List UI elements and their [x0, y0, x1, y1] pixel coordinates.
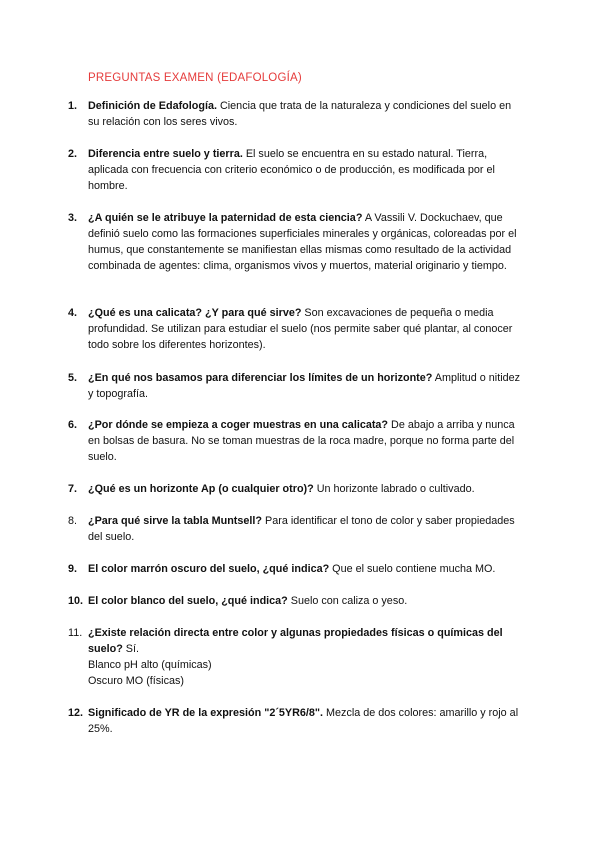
- answer-line-blanco: Blanco pH alto (químicas): [88, 659, 212, 671]
- question-text: Significado de YR de la expresión "2´5YR6/8".: [88, 707, 324, 719]
- question-text: ¿A quién se le atribuye la paternidad de esta ciencia?: [88, 212, 363, 224]
- page-title: PREGUNTAS EXAMEN (EDAFOLOGÍA): [88, 72, 302, 84]
- answer-text: Para identificar el tono de color y saber propiedades del suelo.: [88, 515, 515, 543]
- answer-text: El suelo se encuentra en su estado natural. Tierra, aplicada con frecuencia con criterio económico o de producción, es modificada por el hombre.: [88, 148, 495, 192]
- answer-text: A Vassili V. Dockuchaev, que definió suelo como las formaciones superficiales minerales y orgánicas, coloreadas por el humus, que constantemente se manifiestan ellas mismas como resultado de la actividad combinada de agentes: clima, organismos vivos y muertos, material originario y tiempo.: [88, 212, 517, 272]
- question-text: ¿Existe relación directa entre color y algunas propiedades físicas o químicas del suelo?: [88, 627, 503, 655]
- question-number: 5.: [68, 372, 78, 384]
- question-item-2: [68, 146, 520, 194]
- question-text: El color blanco del suelo, ¿qué indica?: [88, 595, 288, 607]
- answer-text: Amplitud o nitidez y topografía.: [88, 372, 520, 400]
- question-item-9: [68, 561, 520, 577]
- question-text: ¿Qué es un horizonte Ap (o cualquier otro)?: [88, 483, 314, 495]
- answer-text: Ciencia que trata de la naturaleza y condiciones del suelo en su relación con los seres vivos.: [88, 100, 512, 128]
- answer-text: Que el suelo contiene mucha MO.: [329, 563, 496, 575]
- question-number: 9.: [68, 563, 78, 575]
- question-number: 11.: [68, 627, 83, 639]
- answer-text: De abajo a arriba y nunca en bolsas de basura. No se toman muestras de la roca madre, porque no forma parte del suelo.: [88, 419, 515, 463]
- question-number: 3.: [68, 212, 78, 224]
- question-item-11: [68, 625, 520, 689]
- question-item-1: [68, 98, 520, 130]
- answer-line-oscuro: Oscuro MO (físicas): [88, 675, 184, 687]
- answer-text: Suelo con caliza o yeso.: [287, 595, 408, 607]
- question-item-10: [68, 593, 520, 609]
- question-item-6: [68, 417, 520, 465]
- question-item-4: [68, 305, 520, 353]
- question-item-7: [68, 481, 520, 497]
- answer-text: Sí.: [122, 643, 139, 655]
- question-item-5: [68, 370, 520, 402]
- answer-text: Un horizonte labrado o cultivado.: [313, 483, 475, 495]
- question-text: ¿En qué nos basamos para diferenciar los límites de un horizonte?: [88, 372, 433, 384]
- answer-text: Mezcla de dos colores: amarillo y rojo al 25%.: [88, 707, 519, 735]
- question-number: 7.: [68, 483, 78, 495]
- question-number: 2.: [68, 148, 78, 160]
- question-text: ¿Por dónde se empieza a coger muestras en una calicata?: [88, 419, 389, 431]
- question-text: Definición de Edafología.: [88, 100, 217, 112]
- question-number: 4.: [68, 307, 78, 319]
- answer-text: Son excavaciones de pequeña o media profundidad. Se utilizan para estudiar el suelo (nos permite saber qué plantar, al conocer todo sobre los diferentes horizontes).: [88, 307, 513, 351]
- question-text: Diferencia entre suelo y tierra.: [88, 148, 243, 160]
- question-number: 8.: [68, 515, 78, 527]
- question-text: ¿Para qué sirve la tabla Muntsell?: [88, 515, 263, 527]
- question-text: ¿Qué es una calicata? ¿Y para qué sirve?: [88, 307, 302, 319]
- question-number: 12.: [68, 707, 84, 719]
- question-item-12: [68, 705, 520, 737]
- question-item-8: [68, 513, 520, 545]
- question-text: El color marrón oscuro del suelo, ¿qué indica?: [88, 563, 330, 575]
- question-number: 1.: [68, 100, 78, 112]
- question-item-3: [68, 210, 520, 274]
- question-number: 6.: [68, 419, 78, 431]
- question-number: 10.: [68, 595, 84, 607]
